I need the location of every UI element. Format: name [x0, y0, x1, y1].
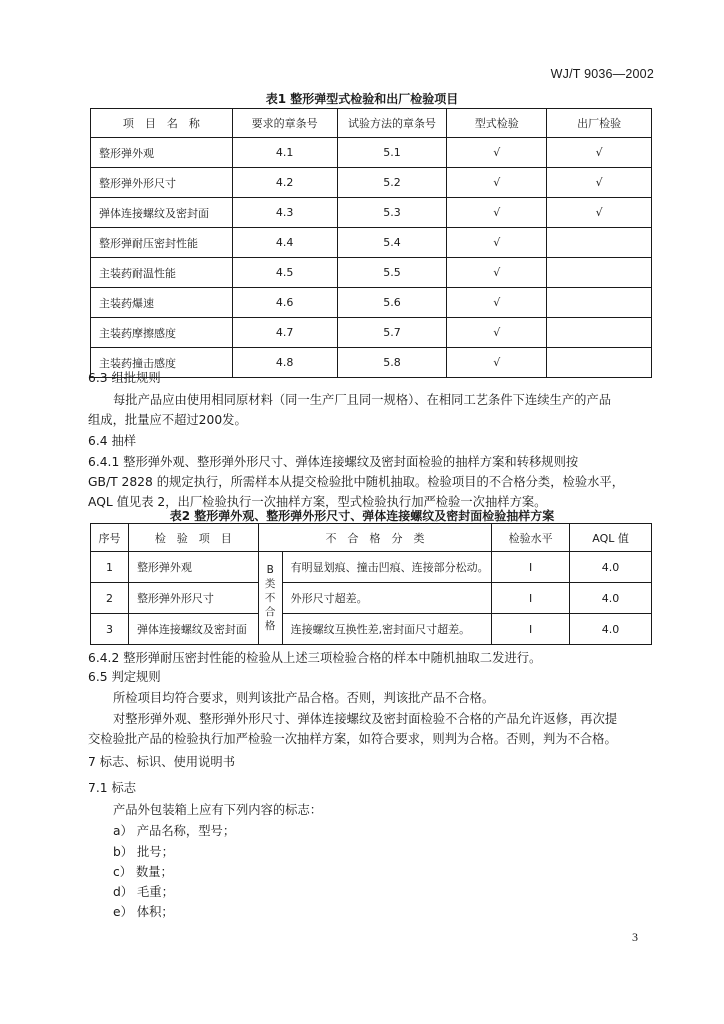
- table2-item-cell: 弹体连接螺纹及密封面: [128, 614, 258, 645]
- table2-no-cell: 1: [91, 552, 129, 583]
- section-6-5-p1: 所检项目均符合要求，则判该批产品合格。否则，判该批产品不合格。: [113, 691, 495, 705]
- table1-item-cell: 整形弹外观: [91, 138, 233, 168]
- table1-type-check-cell: √: [447, 348, 547, 378]
- table1-header-cell: 型式检验: [447, 109, 547, 138]
- table1-method-cell: 5.2: [337, 168, 447, 198]
- table1-req-cell: 4.5: [232, 258, 337, 288]
- table1-req-cell: 4.2: [232, 168, 337, 198]
- table1-item-cell: 整形弹外形尺寸: [91, 168, 233, 198]
- section-6-4-1-line1: 6.4.1 整形弹外观、整形弹外形尺寸、弹体连接螺纹及密封面检验的抽样方案和转移规则按: [88, 455, 579, 469]
- table2-class-label-text: B类不合格: [264, 564, 276, 632]
- table2-level-cell: Ⅰ: [492, 614, 570, 645]
- table1-req-cell: 4.6: [232, 288, 337, 318]
- table1-header-cell: 试验方法的章条号: [337, 109, 447, 138]
- table-row: [91, 318, 652, 348]
- table1-req-cell: 4.4: [232, 228, 337, 258]
- list-item: b） 批号；: [113, 845, 174, 859]
- list-item: e） 体积；: [113, 905, 174, 919]
- table1-factory-check-cell: [547, 348, 652, 378]
- table1-header-cell: 出厂检验: [547, 109, 652, 138]
- section-6-4-1-line3: AQL 值见表 2，出厂检验执行一次抽样方案，型式检验执行加严检验一次抽样方案。: [88, 495, 547, 509]
- table-row: [91, 168, 652, 198]
- table1-factory-check-cell: [547, 318, 652, 348]
- table2-aql-cell: 4.0: [570, 552, 652, 583]
- section-7-1-heading: 7.1 标志: [88, 781, 137, 795]
- table2-header-cell: AQL 值: [570, 524, 652, 552]
- table1-method-cell: 5.7: [337, 318, 447, 348]
- table1-type-check-cell: √: [447, 258, 547, 288]
- table-row: [91, 583, 652, 614]
- table1-type-check-cell: √: [447, 168, 547, 198]
- table1-method-cell: 5.4: [337, 228, 447, 258]
- table-row: [91, 552, 652, 583]
- table2-header-cell: 检验水平: [492, 524, 570, 552]
- table1-item-cell: 弹体连接螺纹及密封面: [91, 198, 233, 228]
- table1-item-cell: 主装药耐温性能: [91, 258, 233, 288]
- section-6-3-text-line1: 每批产品应由使用相同原材料（同一生产厂且同一规格）、在相同工艺条件下连续生产的产品: [113, 393, 612, 407]
- table1-type-check-cell: √: [447, 198, 547, 228]
- table2-no-cell: 2: [91, 583, 129, 614]
- table-row: [91, 198, 652, 228]
- table1-header-cell: 要求的章条号: [232, 109, 337, 138]
- list-item: d） 毛重；: [113, 885, 174, 899]
- table1-type-check-cell: √: [447, 318, 547, 348]
- table1-factory-check-cell: √: [547, 168, 652, 198]
- table2-item-cell: 整形弹外形尺寸: [128, 583, 258, 614]
- table1-req-cell: 4.1: [232, 138, 337, 168]
- section-6-4-heading: 6.4 抽样: [88, 434, 137, 448]
- table1-factory-check-cell: √: [547, 138, 652, 168]
- table-row: [91, 138, 652, 168]
- table1-item-cell: 主装药摩擦感度: [91, 318, 233, 348]
- standard-code: WJ/T 9036—2002: [550, 67, 654, 81]
- table2-caption: 表2 整形弹外观、整形弹外形尺寸、弹体连接螺纹及密封面检验抽样方案: [169, 509, 555, 523]
- table1-method-cell: 5.6: [337, 288, 447, 318]
- section-6-4-1-line2: GB/T 2828 的规定执行，所需样本从提交检验批中随机抽取。检验项目的不合格分类，检验水平，: [88, 475, 625, 489]
- table1-item-cell: 整形弹耐压密封性能: [91, 228, 233, 258]
- table1-type-check-cell: √: [447, 288, 547, 318]
- table1-factory-check-cell: √: [547, 198, 652, 228]
- table1-factory-check-cell: [547, 228, 652, 258]
- table2-header-cell: 检 验 项 目: [128, 524, 258, 552]
- table1-type-check-cell: √: [447, 138, 547, 168]
- table1-req-cell: 4.8: [232, 348, 337, 378]
- table2-header-row: [91, 524, 652, 552]
- page-number: 3: [632, 930, 638, 944]
- table-row: [91, 288, 652, 318]
- table2-level-cell: Ⅰ: [492, 552, 570, 583]
- table-row: [91, 614, 652, 645]
- table2-defect-cell: 有明显划痕、撞击凹痕、连接部分松动。: [282, 552, 492, 583]
- table1-header-cell: 项 目 名 称: [91, 109, 233, 138]
- table1-header-row: [91, 109, 652, 138]
- table1-type-check-cell: √: [447, 228, 547, 258]
- table2-item-cell: 整形弹外观: [128, 552, 258, 583]
- table-row: [91, 258, 652, 288]
- table2-defect-cell: 连接螺纹互换性差,密封面尺寸超差。: [282, 614, 492, 645]
- section-6-4-2-text: 6.4.2 整形弹耐压密封性能的检验从上述三项检验合格的样本中随机抽取二发进行。: [88, 651, 542, 665]
- section-6-3-text-line2: 组成，批量应不超过200发。: [88, 413, 247, 427]
- table1-req-cell: 4.7: [232, 318, 337, 348]
- table1-factory-check-cell: [547, 288, 652, 318]
- table1-req-cell: 4.3: [232, 198, 337, 228]
- table1-factory-check-cell: [547, 258, 652, 288]
- table1-method-cell: 5.3: [337, 198, 447, 228]
- section-6-3-heading: 6.3 组批规则: [88, 371, 161, 385]
- table1-item-cell: 主装药撞击感度: [91, 348, 233, 378]
- list-item: a） 产品名称，型号；: [113, 824, 236, 838]
- table1-method-cell: 5.8: [337, 348, 447, 378]
- section-6-5-heading: 6.5 判定规则: [88, 670, 161, 684]
- table2-header-cell: 序号: [91, 524, 129, 552]
- table2-level-cell: Ⅰ: [492, 583, 570, 614]
- section-6-5-p2-line1: 对整形弹外观、整形弹外形尺寸、弹体连接螺纹及密封面检验不合格的产品允许返修，再次提: [113, 712, 618, 726]
- table-row: [91, 228, 652, 258]
- table1-caption: 表1 整形弹型式检验和出厂检验项目: [265, 92, 459, 106]
- table2-aql-cell: 4.0: [570, 614, 652, 645]
- table2-defect-cell: 外形尺寸超差。: [282, 583, 492, 614]
- table2-class-label: [258, 552, 282, 645]
- table2-aql-cell: 4.0: [570, 583, 652, 614]
- section-7-1-intro: 产品外包装箱上应有下列内容的标志：: [113, 803, 323, 817]
- table1-method-cell: 5.5: [337, 258, 447, 288]
- table1: [90, 108, 652, 378]
- section-7-heading: 7 标志、标识、使用说明书: [88, 755, 235, 769]
- list-item: c） 数量；: [113, 865, 173, 879]
- table-row: [91, 348, 652, 378]
- table2: [90, 523, 652, 645]
- section-6-5-p2-line2: 交检验批产品的检验执行加严检验一次抽样方案，如符合要求，则判为合格。否则，判为不合格。: [88, 732, 617, 746]
- table2-header-cell: 不 合 格 分 类: [258, 524, 492, 552]
- table1-method-cell: 5.1: [337, 138, 447, 168]
- table1-item-cell: 主装药爆速: [91, 288, 233, 318]
- table2-no-cell: 3: [91, 614, 129, 645]
